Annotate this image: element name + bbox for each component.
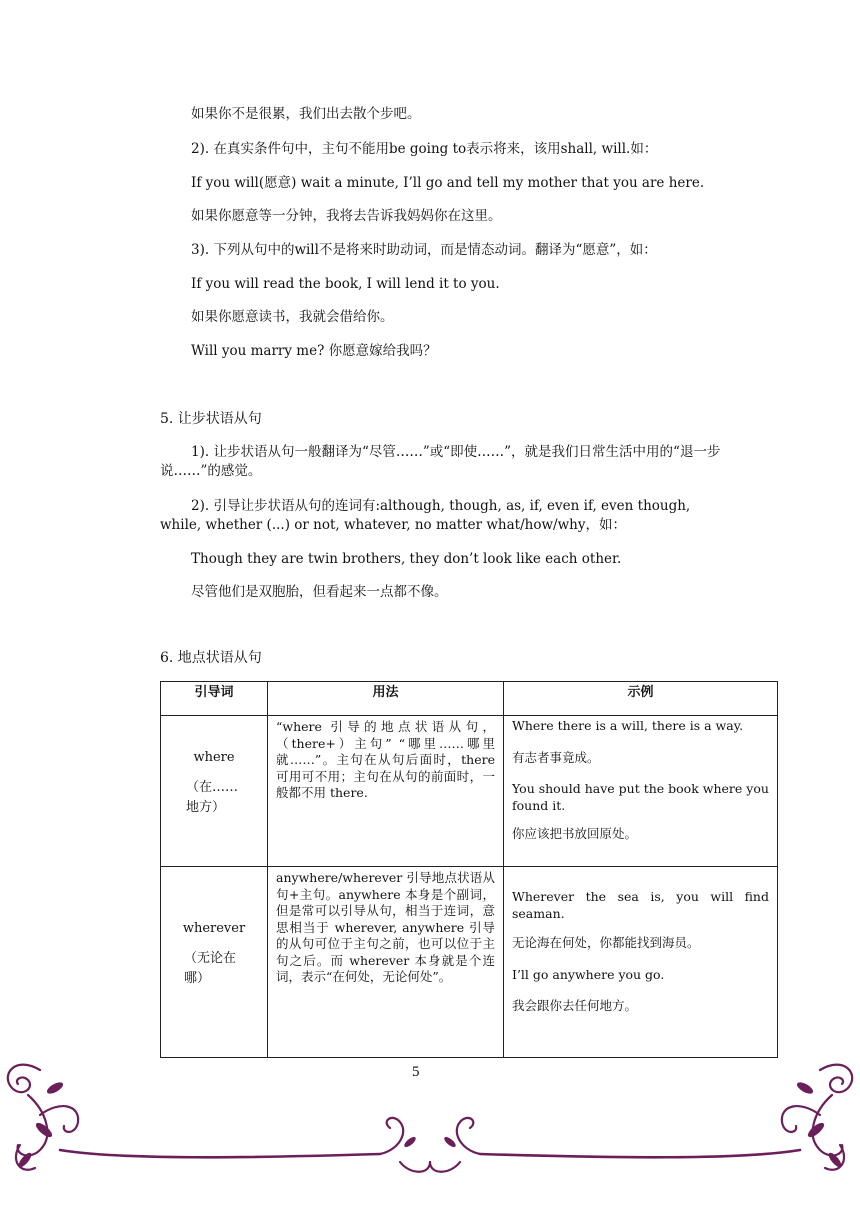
example-text: 有志者事竟成。 <box>512 749 600 765</box>
usage-text: “where 引导的地点状语从句，（there+）主句” “哪里……哪里就……”。主句在从句后面时，there 可用可不用；主句在从句的前面时，一般都不用 there. <box>276 719 495 800</box>
paragraph: 如果你不是很累，我们出去散个步吧。 <box>191 106 421 122</box>
paragraph: 2). 在真实条件句中，主句不能用be going to表示将来，该用shall, will.如： <box>191 141 658 157</box>
table-header-row <box>161 682 778 716</box>
section-heading: 6. 地点状语从句 <box>160 650 262 666</box>
paragraph: If you will(愿意) wait a minute, I’ll go and tell my mother that you are here. <box>191 175 705 191</box>
column-header: 用法 <box>268 682 504 716</box>
usage-cell <box>268 716 504 867</box>
place-adverbial-table <box>160 681 778 1058</box>
conjunction-meaning: （在……地方） <box>186 780 239 815</box>
paragraph: If you will read the book, I will lend it to you. <box>191 276 500 292</box>
table-row <box>161 716 778 867</box>
conjunction-cell <box>161 716 268 867</box>
paragraph: 3). 下列从句中的will不是将来时助动词，而是情态动词。翻译为“愿意”，如： <box>191 242 657 258</box>
paragraph: Will you marry me? 你愿意嫁给我吗？ <box>191 343 437 359</box>
example-text: You should have put the book where you found it. <box>512 781 769 813</box>
paragraph: 如果你愿意读书，我就会借给你。 <box>191 309 394 325</box>
center-flourish-icon <box>380 1118 403 1154</box>
example-sentence: Though they are twin brothers, they don’t look like each other. <box>191 551 622 567</box>
column-header: 引导词 <box>161 682 268 716</box>
conjunction-meaning: （无论在哪） <box>184 951 237 986</box>
section-heading: 5. 让步状语从句 <box>160 411 262 427</box>
example-translation: 尽管他们是双胞胎，但看起来一点都不像。 <box>191 584 448 600</box>
example-text: 我会跟你去任何地方。 <box>512 998 638 1013</box>
table-row <box>161 867 778 1058</box>
example-text: Where there is a will, there is a way. <box>512 718 744 733</box>
example-text: 无论海在何处，你都能找到海员。 <box>512 935 700 950</box>
footer-ornament <box>0 1050 860 1180</box>
right-flourish-icon <box>820 1065 852 1093</box>
left-flourish-icon <box>8 1065 40 1093</box>
usage-cell <box>268 867 504 1058</box>
page-number: 5 <box>412 1064 420 1080</box>
example-text: I’ll go anywhere you go. <box>512 966 665 982</box>
examples-cell <box>504 867 778 1058</box>
conjunction-word: where <box>193 750 235 765</box>
paragraph: 2). 引导让步状语从句的连词有:although, though, as, if, even if, even though, while, whether (...) or not, whatever, no matter what/how/why，如： <box>160 498 691 533</box>
examples-cell <box>504 716 778 867</box>
example-text: 你应该把书放回原处。 <box>512 826 638 841</box>
usage-text: anywhere/wherever 引导地点状语从句+主句。anywhere 本身是个副词，但是常可以引导从句，相当于连词，意思相当于 wherever, anywhere 引导的从句可位于主句之前，也可以位于主句之后。而 wherever 本身就是个连词，表示“在何处，无论何处”。 <box>276 870 495 984</box>
example-text: Wherever the sea is, you will find seaman. <box>512 889 769 921</box>
paragraph: 1). 让步状语从句一般翻译为“尽管……”或“即使……”，就是我们日常生活中用的“退一步说……”的感觉。 <box>160 444 721 479</box>
column-header: 示例 <box>504 682 778 716</box>
paragraph: 如果你愿意等一分钟，我将去告诉我妈妈你在这里。 <box>191 208 502 224</box>
conjunction-word: wherever <box>182 921 246 936</box>
conjunction-cell <box>161 867 268 1058</box>
